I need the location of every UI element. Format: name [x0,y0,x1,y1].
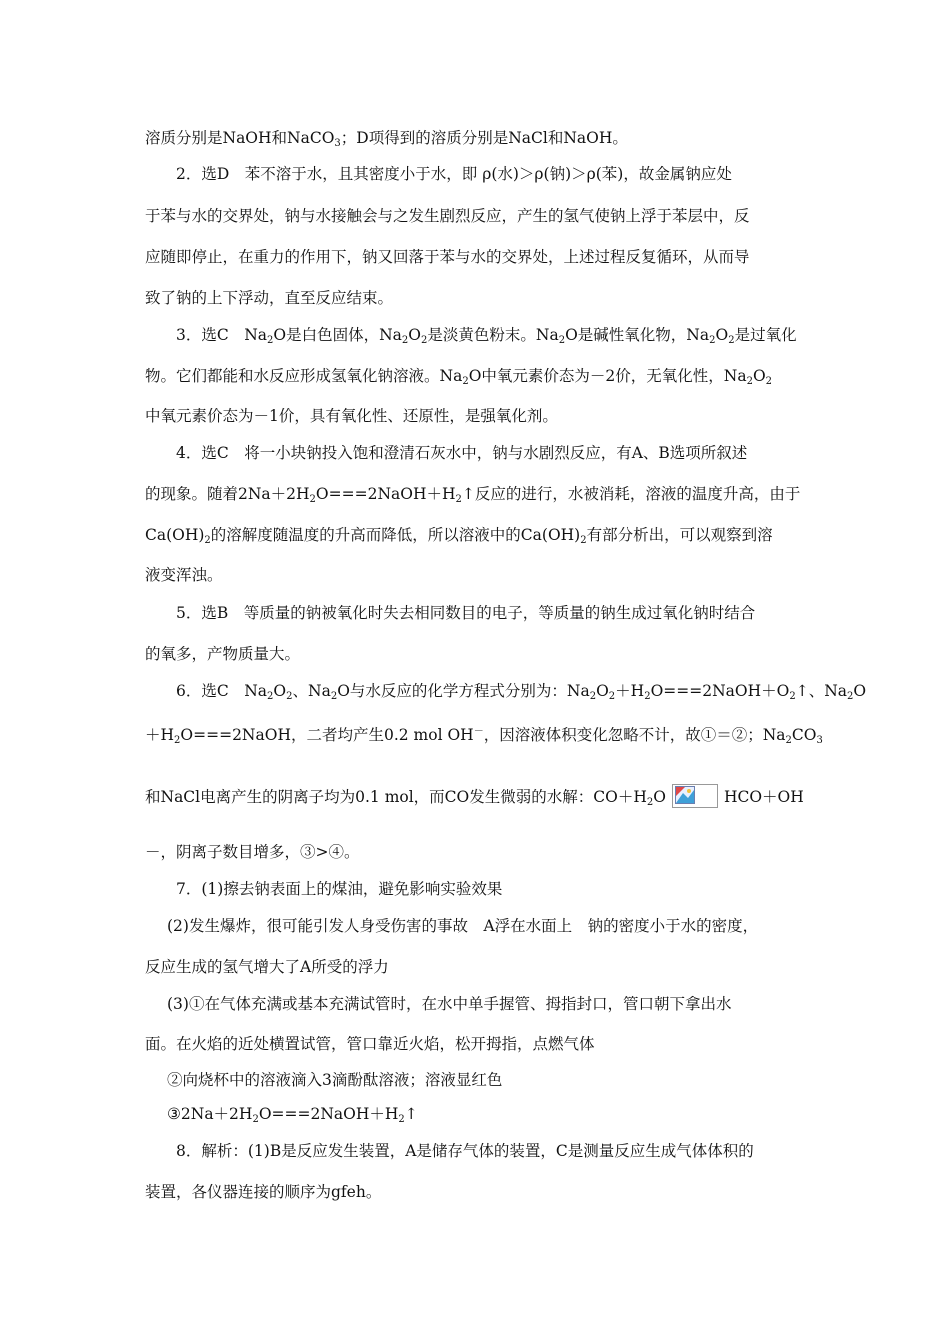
answer-7-line: 7．(1)擦去钠表面上的煤油，避免影响实验效果 [176,880,503,898]
text-line: $+H_2O===2NaOH$，二者均产生0.2 mol OH－，因溶液体积变化忽略不计，故①＝②；$Na_2CO_3$ [145,726,823,747]
text-line: 致了钠的上下浮动，直至反应结束。 [145,289,394,307]
text-line: 的现象。随着$2Na+2H_2O===2NaOH+H_2↑$反应的进行，水被消耗，溶液的温度升高，由于 [145,485,801,505]
text-line: 中氧元素价态为－1价，具有氧化性、还原性，是强氧化剂。 [145,407,558,425]
broken-image-icon [672,784,718,808]
text-line: 的氧多，产物质量大。 [145,645,301,663]
text-line: 反应生成的氢气增大了A所受的浮力 [145,958,389,976]
text-line: 面。在火焰的近处横置试管，管口靠近火焰，松开拇指，点燃气体 [145,1035,595,1053]
text-line: 于苯与水的交界处，钠与水接触会与之发生剧烈反应，产生的氢气使钠上浮于苯层中，反 [145,207,750,225]
text-line: 应随即停止，在重力的作用下，钠又回落于苯与水的交界处，上述过程反复循环，从而导 [145,248,750,266]
text-line: $Ca(OH)_2$的溶解度随温度的升高而降低，所以溶液中的$Ca(OH)_2$有部分析出，可以观察到溶 [145,526,773,546]
answer-3-line: 3．选C $Na_2O$是白色固体，$Na_2O_2$是淡黄色粉末。$Na_2O$是碱性氧化物，$Na_2O_2$是过氧化 [176,326,797,346]
text-line: $③2Na+2H_2O===2NaOH+H_2↑$ [167,1105,418,1125]
text-line: ②向烧杯中的溶液滴入3滴酚酞溶液；溶液显红色 [167,1071,503,1089]
text-line: (2)发生爆炸，很可能引发人身受伤害的事故 A浮在水面上 钠的密度小于水的密度， [167,917,759,935]
text-line: 液变浑浊。 [145,566,223,584]
answer-6-line: 6．选C $Na_2O_2$、$Na_2O$与水反应的化学方程式分别为：$Na_2O_2+H_2O===2NaOH+O_2↑$、$Na_2O$ [176,682,867,702]
text-line: 装置，各仪器连接的顺序为gfeh。 [145,1183,382,1201]
text-line: 物。它们都能和水反应形成氢氧化钠溶液。$Na_2O$中氧元素价态为－2价，无氧化性，$Na_2O_2$ [145,367,773,387]
answer-8-line: 8．解析：(1)B是反应发生装置，A是储存气体的装置，C是测量反应生成气体体积的 [176,1142,754,1160]
text-line: 和NaCl电离产生的阴离子均为0.1 mol，而CO发生微弱的水解：$CO+H_2O$ HCO＋OH [145,784,804,808]
answer-4-line: 4．选C 将一小块钠投入饱和澄清石灰水中，钠与水剧烈反应，有A、B选项所叙述 [176,444,748,462]
answer-5-line: 5．选B 等质量的钠被氧化时失去相同数目的电子，等质量的钠生成过氧化钠时结合 [176,604,756,622]
text-line: －，阴离子数目增多，③>④。 [145,843,360,861]
text-line: 溶质分别是NaOH和NaCO$_3$；D项得到的溶质分别是NaCl和NaOH。 [145,129,628,149]
text-line: (3)①在气体充满或基本充满试管时，在水中单手握管、拇指封口，管口朝下拿出水 [167,995,732,1013]
answer-2-line: 2．选D 苯不溶于水，且其密度小于水，即 ρ(水)＞ρ(钠)＞ρ(苯)，故金属钠应处 [176,165,732,183]
